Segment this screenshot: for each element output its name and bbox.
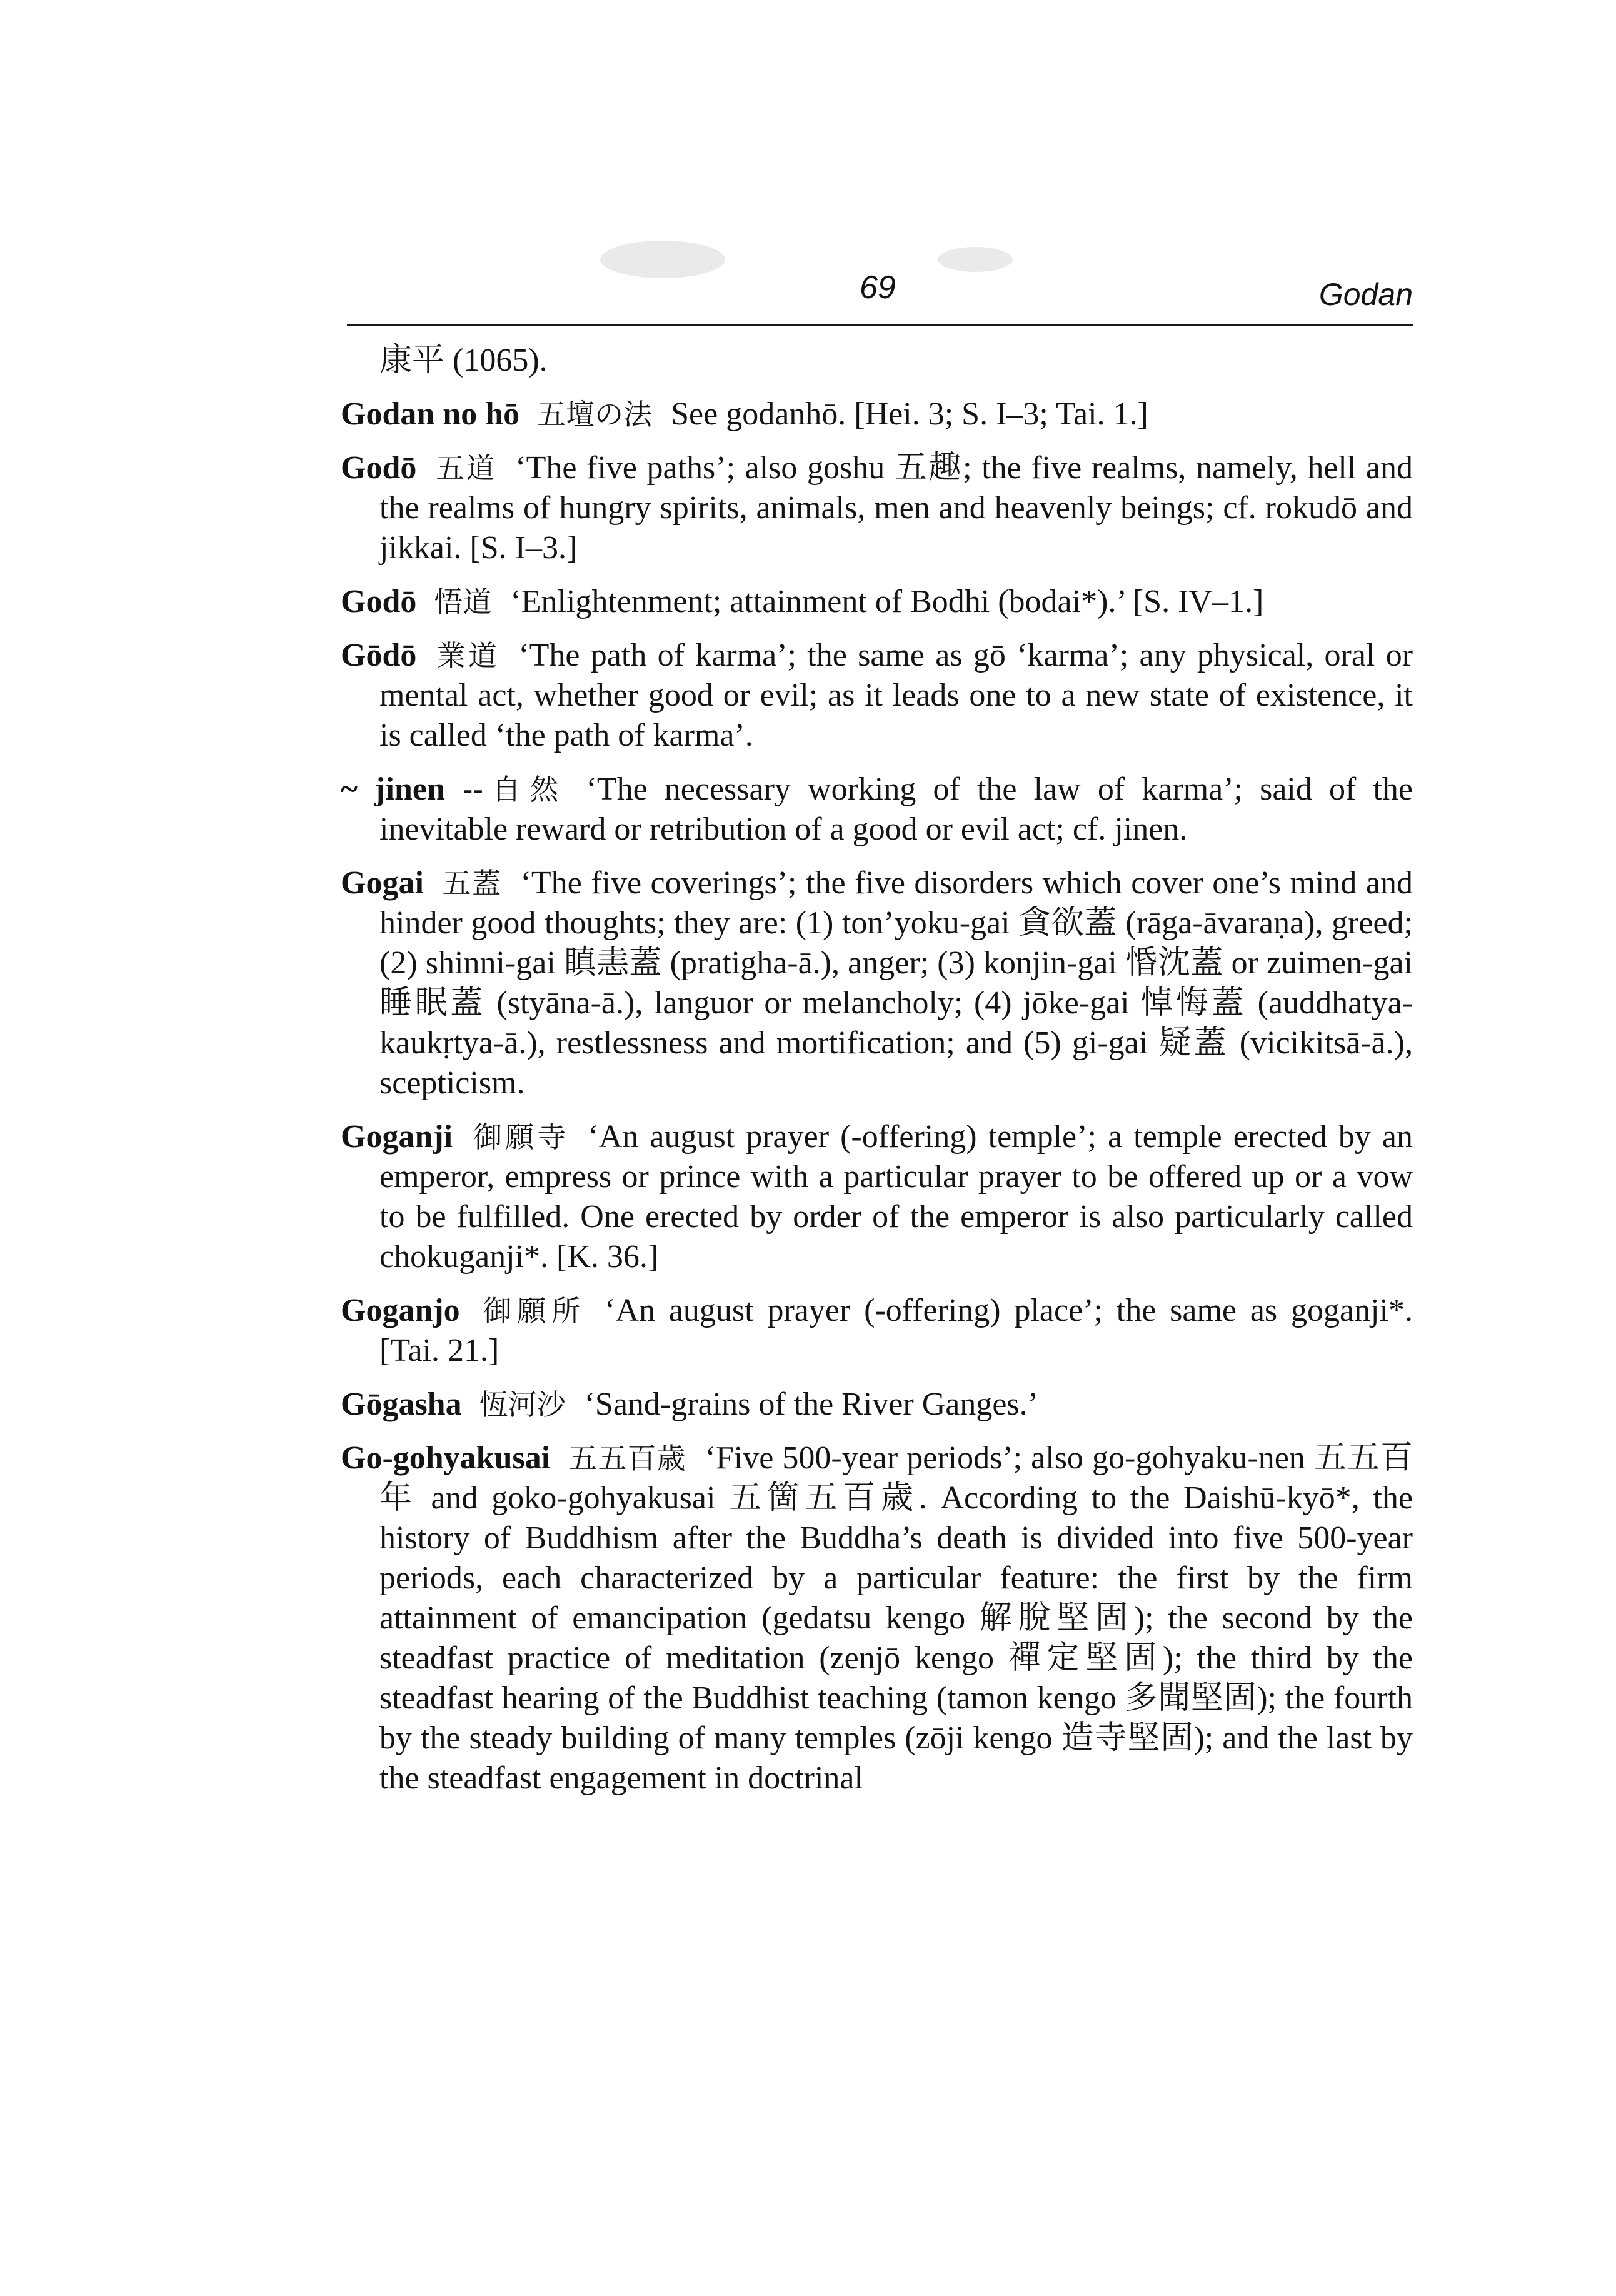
entry-kanji: 五蓋 xyxy=(441,866,502,900)
dictionary-entry xyxy=(341,863,1413,1103)
dictionary-subentry xyxy=(341,770,1413,850)
entry-headword: Gogai xyxy=(341,865,424,901)
entry-definition: ‘An august prayer (-offering) temple’; a temple erected by an emperor, empress or prince with a particular prayer to be offered up or a vow to be fulfilled. One erected by order of the emperor is also particularly called chokuganji*. [K. 36.] xyxy=(379,1119,1413,1275)
entry-headword: Godō xyxy=(341,450,417,486)
header-rule xyxy=(347,324,1413,326)
entry-definition: ‘Enlightenment; attainment of Bodhi (bodai*).’ [S. IV–1.] xyxy=(510,584,1264,619)
entry-kanji: 御願寺 xyxy=(470,1120,570,1154)
page-header xyxy=(347,263,1413,325)
running-head: Godan xyxy=(1318,277,1413,312)
entry-definition: ‘The five paths’; also goshu 五趣; the five realms, namely, hell and the realms of hungry spirits, animals, men and heavenly beings; cf. rokudō and jikkai. [S. I–3.] xyxy=(379,450,1413,566)
entry-headword: Godō xyxy=(341,584,417,619)
entry-kanji: 悟道 xyxy=(434,585,492,619)
entry-kanji: --自然 xyxy=(462,773,568,806)
entry-kanji: 五道 xyxy=(434,451,497,485)
entry-definition: ‘Five 500-year periods’; also go-gohyaku-nen 五五百年 and goko-gohyakusai 五箇五百歳. According to the Daishū-kyō*, the history of Buddhism after the Buddha’s death is divided into five 500-year periods, each characterized by a particular feature: the first by the firm attainment of emancipation (gedatsu kengo 解脫堅固); the second by the steadfast practice of meditation (zenjō kengo 禪定堅固); the third by the steadfast hearing of the Buddhist teaching (tamon kengo 多聞堅固); the fourth by the steady building of many temples (zōji kengo 造寺堅固); and the last by the steadfast engagement in doctrinal xyxy=(379,1440,1413,1796)
entry-kanji: 御願所 xyxy=(477,1294,586,1328)
entry-headword: Goganji xyxy=(341,1119,453,1155)
dictionary-body xyxy=(341,341,1413,1812)
dictionary-entry xyxy=(341,394,1413,434)
dictionary-entry xyxy=(341,636,1413,756)
entry-kanji: 恆河沙 xyxy=(479,1388,566,1421)
entry-kanji: 五壇の法 xyxy=(537,398,653,431)
page-number: 69 xyxy=(860,269,896,306)
entry-definition: See godanhō. [Hei. 3; S. I–3; Tai. 1.] xyxy=(671,396,1148,432)
dictionary-entry xyxy=(341,448,1413,568)
entry-headword: Gōgasha xyxy=(341,1386,462,1422)
entry-definition: ‘The necessary working of the law of karma’; said of the inevitable reward or retribution of a good or evil act; cf. jinen. xyxy=(379,771,1413,847)
entry-definition: ‘The path of karma’; the same as gō ‘karma’; any physical, oral or mental act, whether good or evil; as it leads one to a new state of existence, it is called ‘the path of karma’. xyxy=(379,638,1413,753)
dictionary-entry xyxy=(341,1291,1413,1371)
dictionary-entry xyxy=(341,1385,1413,1425)
entry-headword: Gōdō xyxy=(341,638,417,673)
entry-headword: Godan no hō xyxy=(341,396,520,432)
entry-definition: ‘An august prayer (-offering) place’; the same as goganji*. [Tai. 21.] xyxy=(379,1293,1413,1368)
entry-headword: Goganjo xyxy=(341,1293,460,1328)
dictionary-entry xyxy=(341,1117,1413,1277)
entry-definition: ‘The five coverings’; the five disorders which cover one’s mind and hinder good thoughts; they are: (1) ton’yoku-gai 貪欲蓋 (rāga-āvaraṇa), greed; (2) shinni-gai 瞋恚蓋 (pratigha-ā.), anger; (3) konjin-gai 惛沈蓋 or zuimen-gai 睡眠蓋 (styāna-ā.), languor or melancholy; (4) jōke-gai 悼悔蓋 (auddhatya-kaukṛtya-ā.), restlessness and mortification; and (5) gi-gai 疑蓋 (vicikitsā-ā.), scepticism. xyxy=(379,865,1413,1101)
dictionary-entry xyxy=(341,582,1413,622)
entry-kanji: 五五百歳 xyxy=(568,1441,686,1475)
entry-headword: Go-gohyakusai xyxy=(341,1440,551,1476)
continued-entry-text: 康平 (1065). xyxy=(379,343,548,378)
dictionary-entry xyxy=(341,1438,1413,1798)
entry-kanji: 業道 xyxy=(434,639,500,673)
entry-definition: ‘Sand-grains of the River Ganges.’ xyxy=(584,1386,1038,1422)
entry-headword: ~ jinen xyxy=(341,771,445,807)
